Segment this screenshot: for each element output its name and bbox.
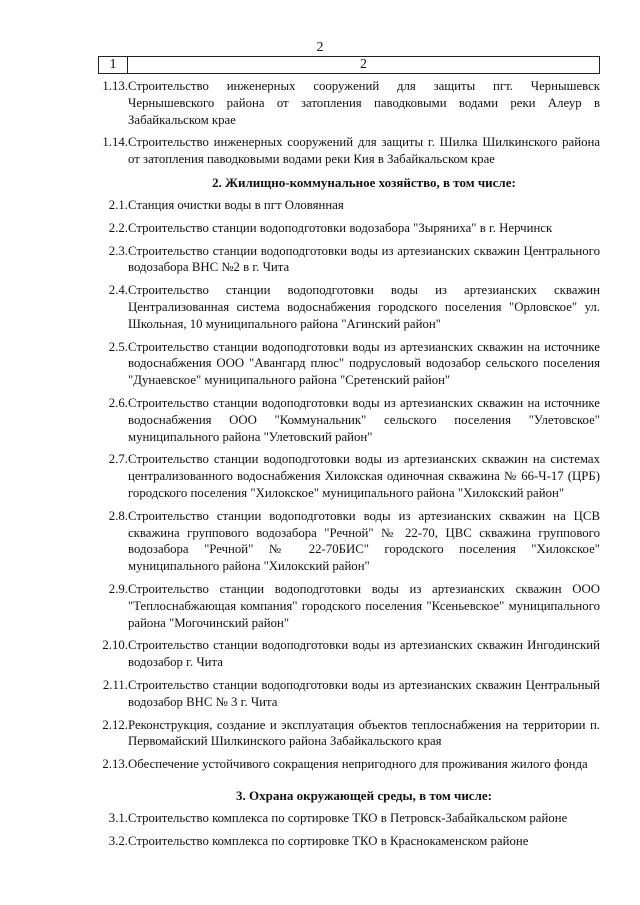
item-number: 2.6.: [108, 395, 128, 410]
list-item: [98, 508, 600, 575]
item-number: 2.1.: [108, 197, 128, 212]
item-text: Строительство комплекса по сортировке ТКО в Петровск-Забайкальском районе: [128, 810, 568, 825]
table-column-header: [98, 56, 600, 74]
item-text: Строительство станции водоподготовки воды из артезианских скважин на источнике водоснабжения ООО "Коммунальник" сельского поселения "Улетовское" муниципального района "Улетовский район": [128, 395, 600, 444]
item-text: Строительство комплекса по сортировке ТКО в Краснокаменском районе: [128, 833, 529, 848]
item-number: 2.10.: [102, 638, 128, 653]
list-item: [98, 282, 600, 332]
list-item: [98, 810, 600, 827]
item-number: 2.8.: [108, 508, 128, 523]
list-item: [98, 197, 600, 214]
page-number: 2: [316, 40, 324, 55]
column-header-2: 2: [360, 57, 367, 72]
list-item: [98, 451, 600, 501]
item-text: Строительство станции водоподготовки воды из артезианских скважин ООО "Теплоснабжающая компания" городского поселения "Ксеньевское" муниципального района "Могочинский район": [128, 581, 600, 630]
item-number: 2.11.: [102, 677, 128, 692]
item-number: 1.13.: [102, 79, 128, 93]
item-number: 2.5.: [108, 339, 128, 354]
list-item: [98, 243, 600, 277]
section-title: 3. Охрана окружающей среды, в том числе:: [236, 787, 492, 803]
item-text: Строительство станции водоподготовки воды из артезианских скважин на источнике водоснабжения ООО "Авангард плюс" подрусловый водозабор сельского поселения "Дунаевское" муниципального района "Сретенский район": [128, 339, 600, 388]
item-number: 3.1.: [108, 810, 128, 825]
document-content: [98, 78, 600, 855]
list-item: [98, 78, 600, 128]
list-item: [98, 833, 600, 850]
item-number: 2.2.: [108, 220, 128, 235]
section-title: 2. Жилищно-коммунальное хозяйство, в том числе:: [212, 174, 516, 190]
item-number: 2.9.: [108, 581, 128, 596]
item-text: Реконструкция, создание и эксплуатация объектов теплоснабжения на территории п. Первомайский Шилкинского района Забайкальского края: [128, 717, 600, 749]
item-text: Строительство инженерных сооружений для защиты пгт. Чернышевск Чернышевского района от затопления паводковыми водами реки Алеур в Забайкальском крае: [128, 79, 600, 127]
item-text: Строительство станции водоподготовки воды из артезианских скважин на системах централизованного водоснабжения Хилокская одиночная скважина № 66-Ч-17 (ЦРБ) городского поселения "Хилокское" муниципального района "Хилокский район": [128, 452, 600, 500]
item-text: Строительство станции водоподготовки воды из артезианских скважин Централизованная система водоснабжения городского поселения "Орловское" ул. Школьная, 10 муниципального района "Агинский район": [128, 283, 600, 331]
list-item: [98, 395, 600, 445]
item-number: 3.2.: [108, 833, 128, 848]
item-text: Строительство станции водоподготовки воды из артезианских скважин Ингодинский водозабор г. Чита: [128, 638, 600, 670]
item-text: Станция очистки воды в пгт Оловянная: [128, 197, 344, 212]
list-item: [98, 220, 600, 237]
item-number: 1.14.: [102, 135, 128, 150]
item-text: Строительство станции водоподготовки воды из артезианских скважин Центральный водозабор ВНС № 3 г. Чита: [128, 677, 600, 709]
column-header-1: 1: [99, 57, 128, 73]
list-item: [98, 581, 600, 631]
item-text: Строительство инженерных сооружений для защиты г. Шилка Шилкинского района от затопления паводковыми водами реки Кия в Забайкальском крае: [128, 135, 600, 167]
item-text: Строительство станции водоподготовки воды из артезианских скважин на ЦСВ скважина группового водозабора "Речной" № 22-70, ЦВС скважина группового водозабора "Речной" № 22-70БИС" городского поселения "Хилокское" муниципального района "Хилокский район": [128, 508, 600, 574]
item-number: 2.3.: [108, 243, 128, 258]
item-number: 2.7.: [108, 452, 128, 467]
item-number: 2.12.: [102, 717, 128, 732]
list-item: [98, 717, 600, 751]
item-number: 2.13.: [102, 757, 128, 772]
list-item: [98, 756, 600, 773]
list-item: [98, 339, 600, 389]
item-text: Обеспечение устойчивого сокращения непригодного для проживания жилого фонда: [128, 757, 588, 772]
item-number: 2.4.: [108, 283, 128, 298]
item-text: Строительство станции водоподготовки воды из артезианских скважин Центрального водозабора ВНС №2 в г. Чита: [128, 243, 600, 275]
list-item: [98, 677, 600, 711]
item-text: Строительство станции водоподготовки водозабора "Зыряниха" в г. Нерчинск: [128, 220, 553, 235]
list-item: [98, 134, 600, 168]
list-item: [98, 637, 600, 671]
